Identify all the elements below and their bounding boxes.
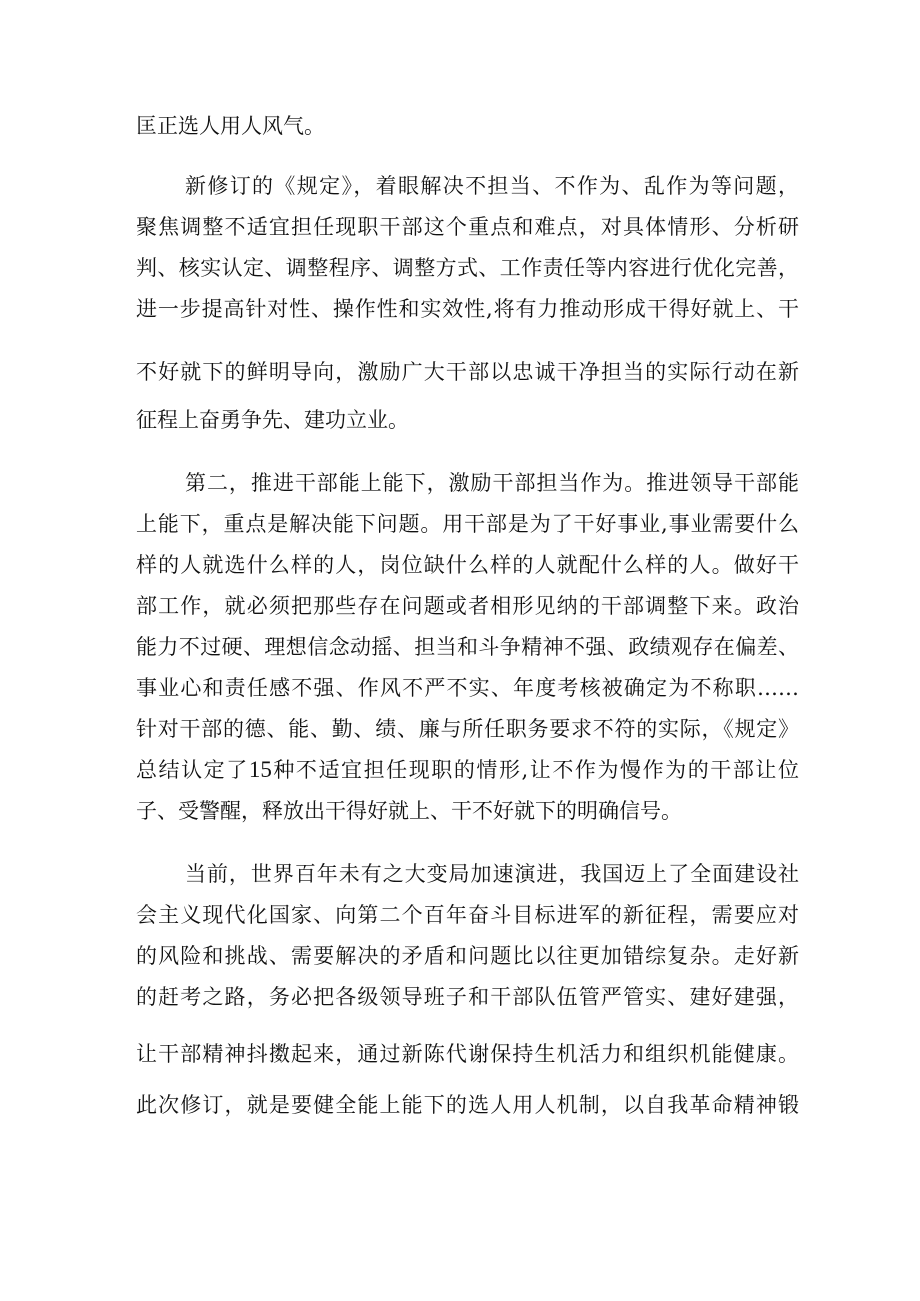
text-line: 的赶考之路，务必把各级领导班子和干部队伍管严管实、建好建强， bbox=[136, 985, 799, 1009]
text-line: 子、受警醒，释放出干得好就上、干不好就下的明确信号。 bbox=[136, 799, 682, 823]
text-line: 样的人就选什么样的人，岗位缺什么样的人就配什么样的人。做好干 bbox=[136, 553, 799, 577]
text-line: 部工作，就必须把那些存在问题或者相形见纳的干部调整下来。政治 bbox=[136, 594, 799, 618]
count-number: 15 bbox=[248, 757, 272, 782]
text-line: 上能下，重点是解决能下问题。用干部是为了干好事业,事业需要什么 bbox=[136, 512, 799, 536]
text-line: 判、核实认定、调整程序、调整方式、工作责任等内容进行优化完善， bbox=[136, 256, 799, 280]
line-text-after-number: 种不适宜担任现职的情形,让不作为慢作为的干部让位 bbox=[271, 758, 799, 782]
text-line: 针对干部的德、能、勤、绩、廉与所任职务要求不符的实际，《规定》 bbox=[136, 717, 799, 741]
text-line: 事业心和责任感不强、作风不严不实、年度考核被确定为不称职…… bbox=[136, 676, 799, 700]
paragraph-first-line: 当前，世界百年未有之大变局加速演进，我国迈上了全面建设社 bbox=[185, 862, 799, 886]
text-line: 不好就下的鲜明导向，激励广大干部以忠诚干净担当的实际行动在新 bbox=[136, 360, 799, 384]
line-text-before-number: 总结认定了 bbox=[136, 758, 249, 782]
text-line: 的风险和挑战、需要解决的矛盾和问题比以往更加错综复杂。走好新 bbox=[136, 944, 799, 968]
paragraph-first-line: 新修订的《规定》，着眼解决不担当、不作为、乱作为等问题， bbox=[185, 174, 799, 198]
text-line: 匡正选人用人风气。 bbox=[136, 114, 325, 138]
text-line-with-number bbox=[136, 750, 799, 790]
text-line: 此次修订，就是要健全能上能下的选人用人机制，以自我革命精神锻 bbox=[136, 1093, 799, 1117]
text-line: 进一步提高针对性、操作性和实效性,将有力推动形成干得好就上、干 bbox=[136, 297, 799, 321]
text-line: 征程上奋勇争先、建功立业。 bbox=[136, 408, 409, 432]
text-line: 让干部精神抖擞起来，通过新陈代谢保持生机活力和组织机能健康。 bbox=[136, 1042, 799, 1066]
text-line: 会主义现代化国家、向第二个百年奋斗目标进军的新征程，需要应对 bbox=[136, 903, 799, 927]
paragraph-first-line: 第二，推进干部能上能下，激励干部担当作为。推进领导干部能 bbox=[185, 471, 799, 495]
text-line: 能力不过硬、理想信念动摇、担当和斗争精神不强、政绩观存在偏差、 bbox=[136, 635, 799, 659]
text-line: 聚焦调整不适宜担任现职干部这个重点和难点，对具体情形、分析研 bbox=[136, 215, 799, 239]
